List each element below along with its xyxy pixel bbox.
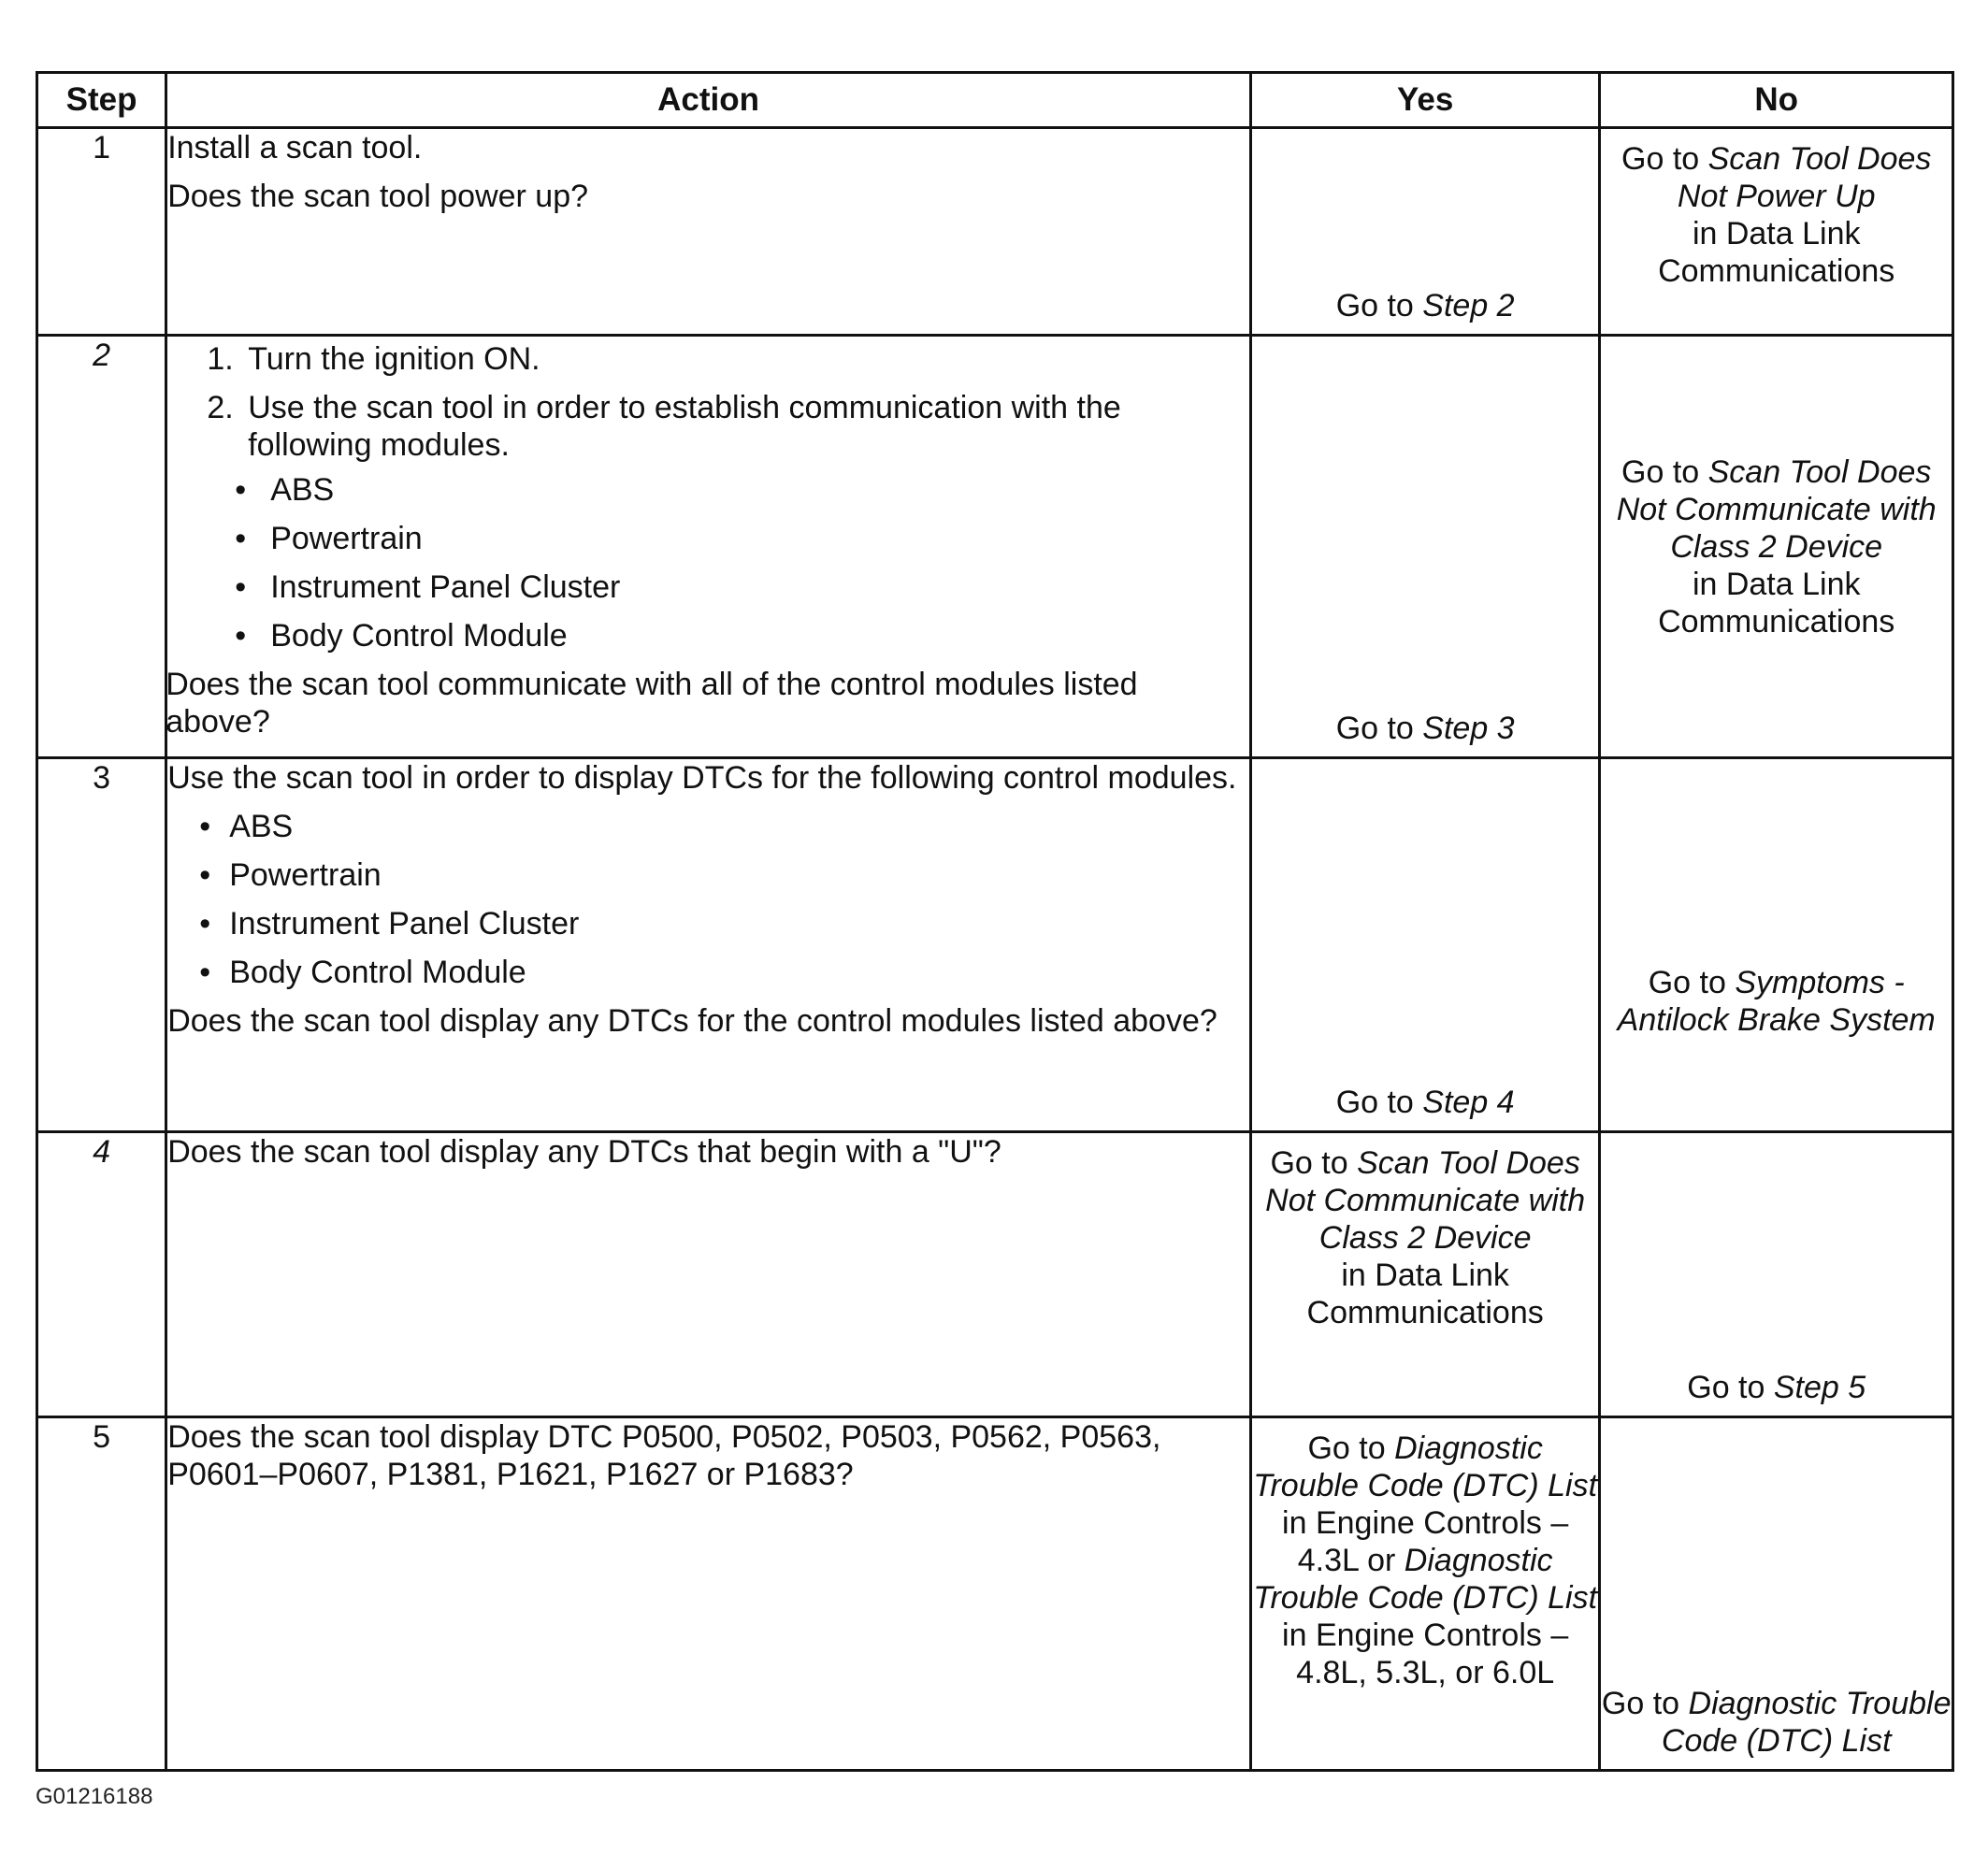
action-cell <box>166 1132 1251 1417</box>
action-line: Install a scan tool. <box>167 130 423 165</box>
bullet-item: • Instrument Panel Cluster <box>229 905 1249 942</box>
action-question: Does the scan tool power up? <box>167 179 589 214</box>
yes-cell <box>1250 128 1600 336</box>
yes-prefix: Go to <box>1270 1145 1358 1181</box>
no-cell <box>1600 336 1953 758</box>
table-row <box>37 1417 1953 1771</box>
no-suffix: in Data Link Communications <box>1658 566 1895 640</box>
table-row <box>37 336 1953 758</box>
no-cell <box>1600 1132 1953 1417</box>
no-link[interactable]: Scan Tool Does Not Communicate with Class 2 Device <box>1616 453 1937 565</box>
header-yes: Yes <box>1250 73 1600 128</box>
yes-link[interactable]: Step 3 <box>1422 711 1515 746</box>
yes-link-2[interactable]: Diagnostic Trouble Code (DTC) List <box>1253 1543 1598 1616</box>
yes-cell <box>1250 1132 1600 1417</box>
no-prefix: Go to <box>1648 964 1736 1000</box>
step-number: 4 <box>37 1132 166 1417</box>
yes-suffix: in Data Link Communications <box>1306 1258 1544 1330</box>
no-link[interactable]: Step 5 <box>1773 1370 1866 1405</box>
step-number: 2 <box>37 336 166 758</box>
action-cell <box>166 128 1251 336</box>
yes-link[interactable]: Scan Tool Does Not Communicate with Class 2 Device <box>1265 1145 1586 1256</box>
bullet-item: • Body Control Module <box>265 617 1249 654</box>
bullet-item: • ABS <box>229 808 1249 845</box>
yes-suffix: in Engine Controls – 4.8L, 5.3L, or 6.0L <box>1282 1617 1569 1690</box>
yes-cell <box>1250 336 1600 758</box>
list-item: 1. Turn the ignition ON. <box>242 340 1249 378</box>
no-link[interactable]: Diagnostic Trouble Code (DTC) List <box>1661 1686 1952 1759</box>
bullet-list <box>248 471 1249 654</box>
yes-link[interactable]: Step 4 <box>1422 1085 1515 1120</box>
bullet-item: • Body Control Module <box>229 954 1249 991</box>
table-row <box>37 758 1953 1132</box>
yes-prefix: Go to <box>1335 711 1423 746</box>
action-cell <box>166 1417 1251 1771</box>
numbered-list <box>167 340 1249 654</box>
bullet-item: • Powertrain <box>229 856 1249 894</box>
yes-link[interactable]: Diagnostic Trouble Code (DTC) List <box>1253 1431 1598 1503</box>
step-number: 5 <box>37 1417 166 1771</box>
list-item-text: Use the scan tool in order to establish communication with the following modules. <box>248 390 1121 463</box>
yes-prefix: Go to <box>1335 288 1423 323</box>
action-cell <box>166 758 1251 1132</box>
no-link[interactable]: Symptoms - Antilock Brake System <box>1617 964 1936 1038</box>
no-prefix: Go to <box>1687 1370 1774 1405</box>
bullet-item: • Instrument Panel Cluster <box>265 568 1249 606</box>
step-number: 1 <box>37 128 166 336</box>
no-prefix: Go to <box>1621 453 1708 490</box>
no-prefix: Go to <box>1601 1686 1689 1721</box>
bullet-list <box>167 808 1249 991</box>
yes-link[interactable]: Step 2 <box>1422 288 1515 323</box>
step-number: 3 <box>37 758 166 1132</box>
yes-prefix: Go to <box>1335 1085 1423 1120</box>
no-cell <box>1600 128 1953 336</box>
header-row <box>37 73 1953 128</box>
action-intro: Use the scan tool in order to display DTCs for the following control modules. <box>167 760 1237 796</box>
yes-prefix: Go to <box>1307 1431 1395 1466</box>
no-suffix: in Data Link Communications <box>1658 216 1895 289</box>
header-step: Step <box>37 73 166 128</box>
action-question: Does the scan tool display DTC P0500, P0502, P0503, P0562, P0563, P0601–P0607, P1381, P1621, P1627 or P1683? <box>167 1419 1161 1492</box>
no-prefix: Go to <box>1621 141 1708 177</box>
no-cell <box>1600 1417 1953 1771</box>
table-row <box>37 128 1953 336</box>
header-no: No <box>1600 73 1953 128</box>
header-action: Action <box>166 73 1251 128</box>
figure-code: G01216188 <box>36 1784 153 1809</box>
action-question: Does the scan tool communicate with all of the control modules listed above? <box>166 667 1138 740</box>
action-question: Does the scan tool display any DTCs that begin with a "U"? <box>167 1134 1001 1170</box>
bullet-item: • Powertrain <box>265 520 1249 557</box>
no-link[interactable]: Scan Tool Does Not Power Up <box>1677 141 1932 214</box>
action-question: Does the scan tool display any DTCs for the control modules listed above? <box>167 1003 1217 1039</box>
yes-cell <box>1250 1417 1600 1771</box>
bullet-item: • ABS <box>265 471 1249 509</box>
diagnostic-table <box>36 71 1954 1772</box>
yes-cell <box>1250 758 1600 1132</box>
no-cell <box>1600 758 1953 1132</box>
list-item <box>242 389 1249 654</box>
action-cell <box>166 336 1251 758</box>
yes-middle: in Engine Controls – 4.3L or <box>1282 1505 1569 1578</box>
table-row <box>37 1132 1953 1417</box>
